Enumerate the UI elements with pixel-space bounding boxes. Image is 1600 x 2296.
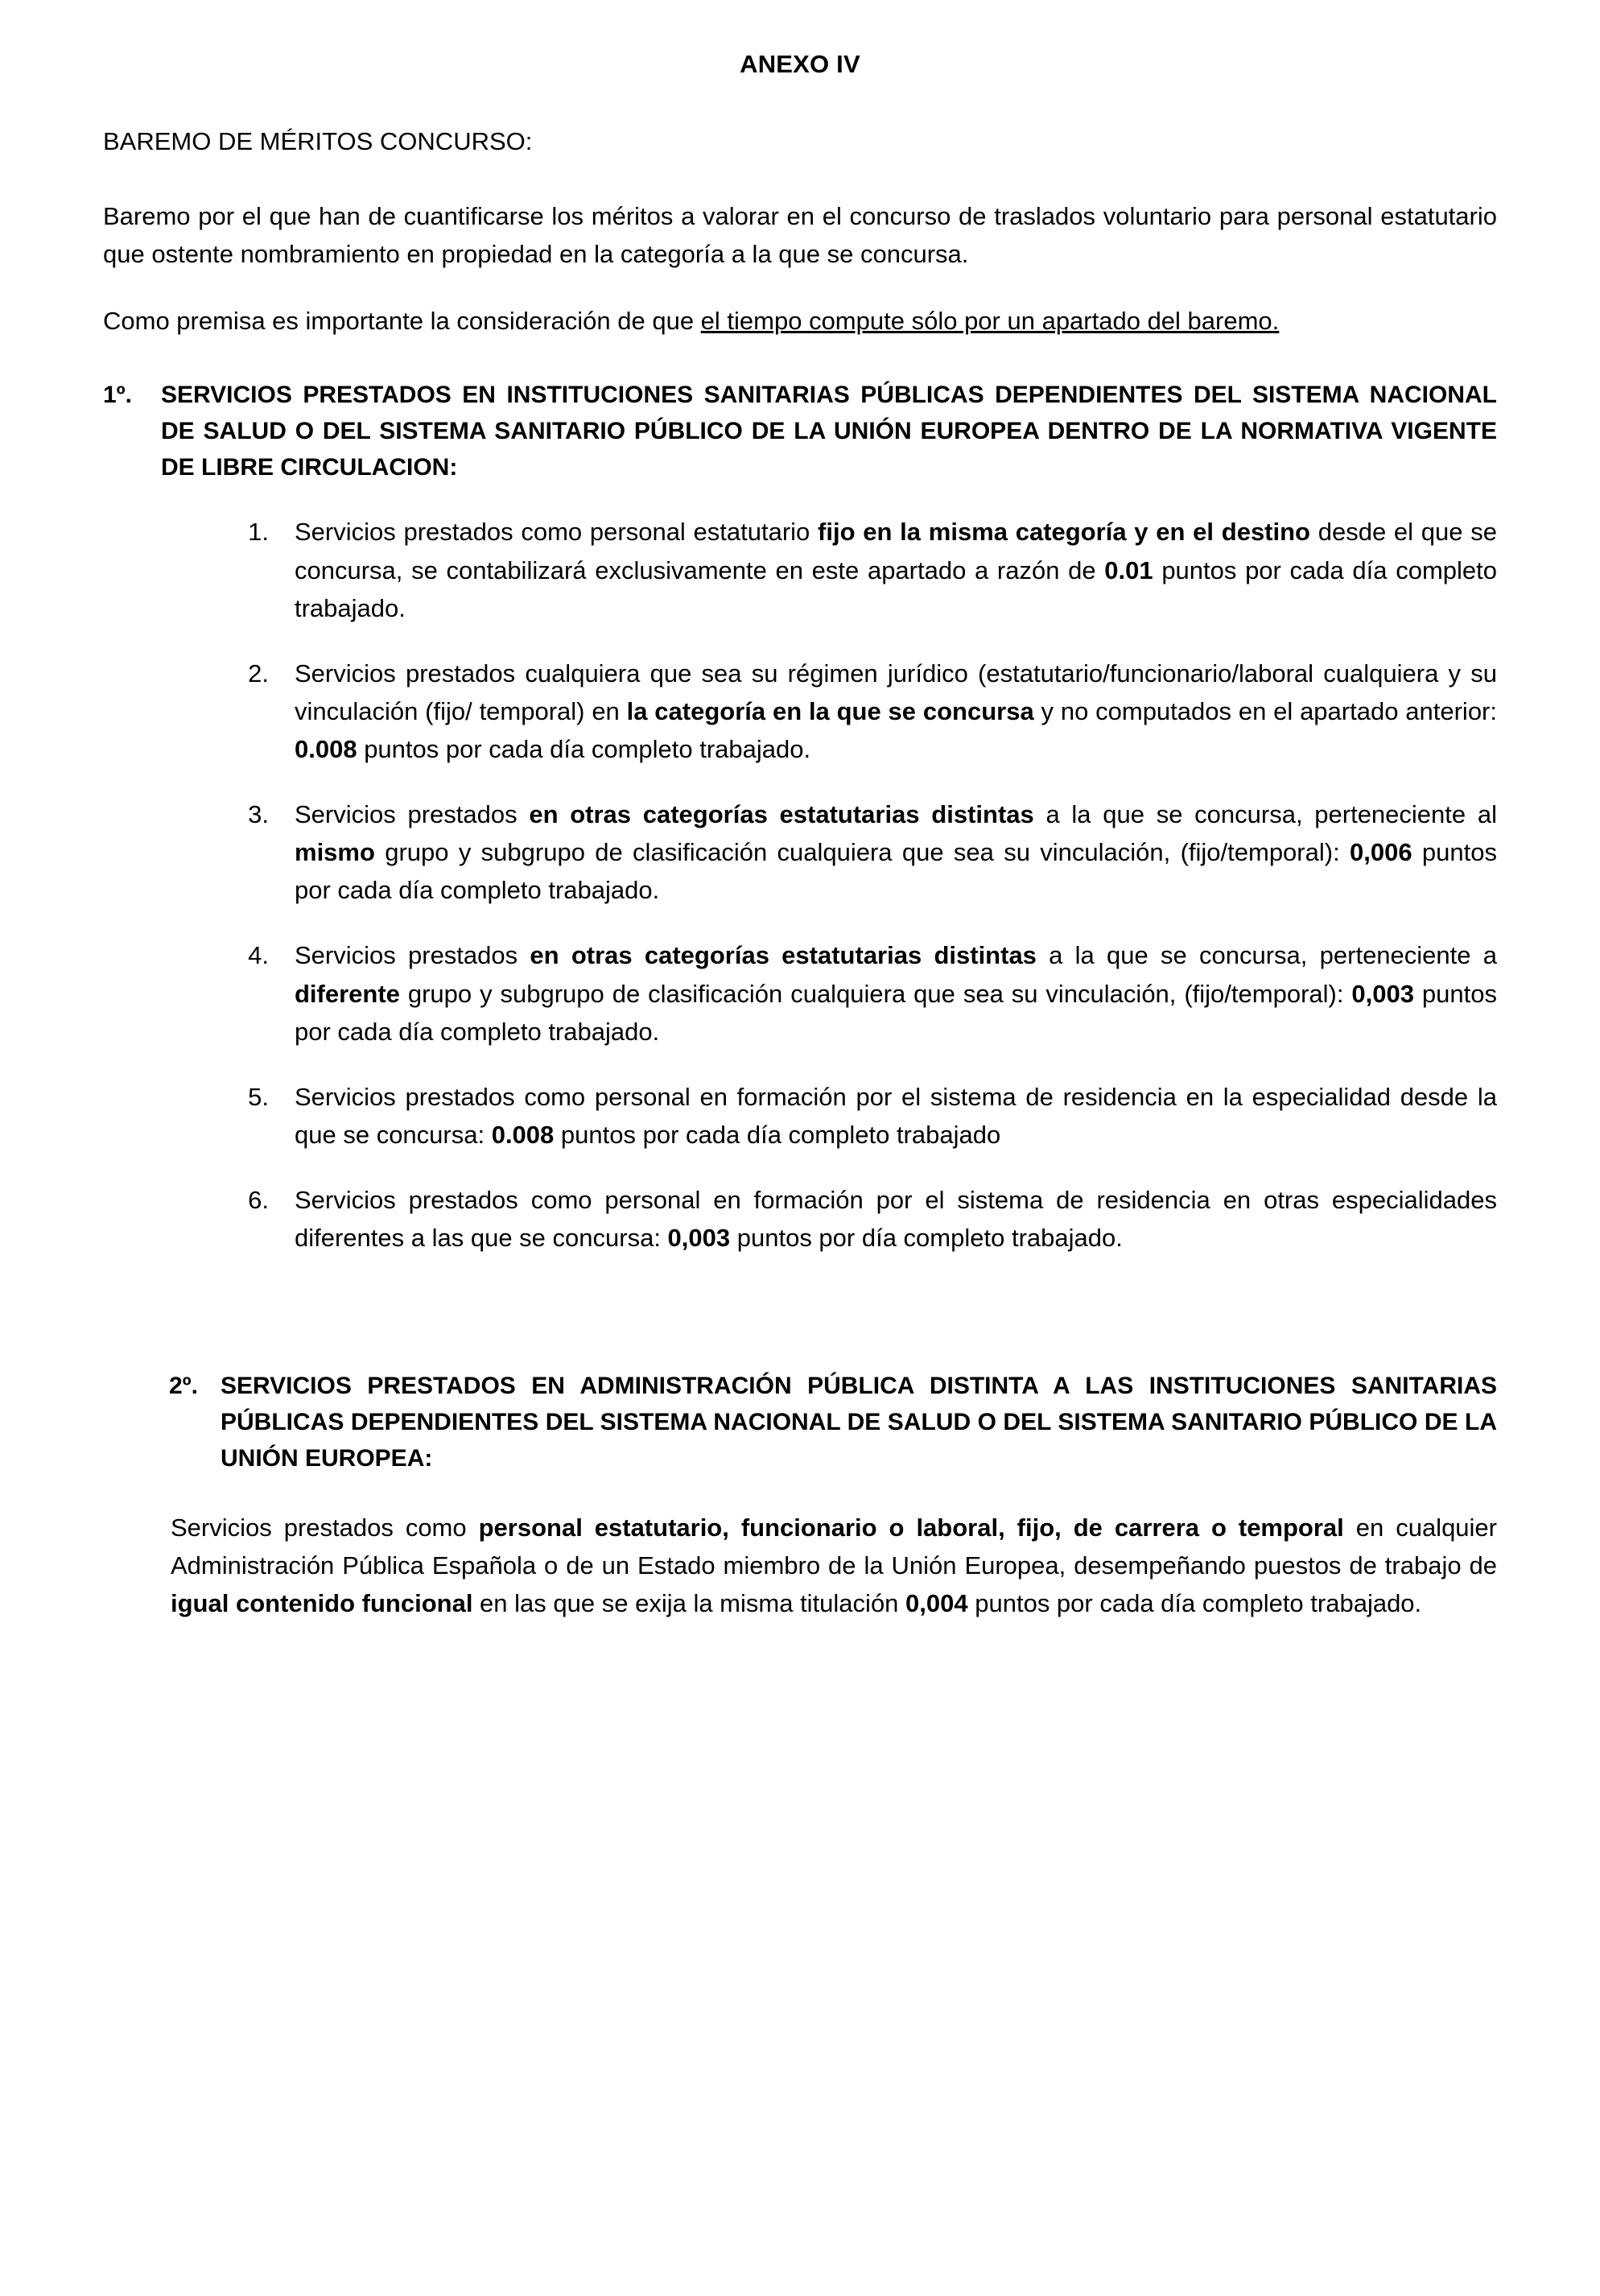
body-text: en cualquier Administración Pública Española o de un Estado miembro de la Unión Europea, desempeñando puestos de trabajo de [171, 1513, 1497, 1580]
emphasis-text: igual contenido funcional [171, 1589, 473, 1618]
body-text: puntos por cada día completo trabajado. [295, 979, 1497, 1046]
list-item-text [295, 513, 1497, 626]
body-text: a la que se concursa, perteneciente al [1033, 800, 1497, 829]
list-item [103, 1181, 1497, 1257]
emphasis-text: fijo en la misma categoría y en el destino [818, 518, 1310, 547]
list-item [103, 1078, 1497, 1154]
section-spacer [103, 1284, 1497, 1331]
body-text: puntos por cada día completo trabajado. [967, 1589, 1422, 1618]
section-1-items [103, 513, 1497, 1257]
emphasis-text: en otras categorías estatutarias distintas [530, 941, 1037, 970]
body-text: y no computados en el apartado anterior: [1033, 696, 1497, 725]
intro-paragraph: Baremo por el que han de cuantificarse los méritos a valorar en el concurso de traslados voluntario para personal estatutario que ostente nombramiento en propiedad en la categoría a la que se concursa. [103, 202, 1497, 269]
body-text: grupo y subgrupo de clasificación cualquiera que sea su vinculación, (fijo/temporal): [399, 979, 1352, 1008]
body-text: puntos por cada día completo trabajado. [357, 734, 811, 763]
document-subheading: BAREMO DE MÉRITOS CONCURSO: [103, 127, 533, 155]
body-text: Servicios prestados cualquiera que sea su régimen jurídico (estatutario/funcionario/laboral cualquiera y su vinculación (fijo/ temporal) en [295, 659, 1497, 725]
body-text: en las que se exija la misma titulación [472, 1589, 906, 1618]
premise-underlined-text: el tiempo compute sólo por un apartado del baremo. [700, 307, 1280, 336]
list-item-text [295, 795, 1497, 909]
list-item-text [295, 655, 1497, 768]
list-item-text [295, 936, 1497, 1050]
section-marker-1: 1º. [103, 382, 132, 409]
body-text: a la que se concursa, perteneciente a [1036, 941, 1497, 970]
section-marker-2: 2º. [169, 1373, 198, 1400]
emphasis-text: 0,003 [667, 1224, 731, 1253]
body-text: grupo y subgrupo de clasificación cualquiera que sea su vinculación, (fijo/temporal): [374, 838, 1351, 867]
body-text: puntos por cada día completo trabajado [554, 1120, 1001, 1149]
body-text: desde el que se concursa, se contabilizará exclusivamente en este apartado a razón de [295, 518, 1497, 584]
list-item-text [295, 1181, 1497, 1257]
premise-lead-text: Como premisa es importante la consideración de que [103, 307, 701, 336]
emphasis-text: 0,004 [905, 1589, 968, 1618]
section-heading-2 [169, 1368, 1497, 1476]
body-text: puntos por cada día completo trabajado. [295, 555, 1497, 622]
emphasis-text: 0.008 [295, 734, 357, 763]
body-text: puntos por día completo trabajado. [730, 1224, 1123, 1253]
emphasis-text: 0,003 [1351, 979, 1414, 1008]
list-item-number: 5. [248, 1082, 269, 1111]
emphasis-text: mismo [295, 838, 375, 867]
body-text: Servicios prestados [295, 941, 530, 970]
list-item-number: 6. [248, 1185, 269, 1214]
emphasis-text: en otras categorías estatutarias distintas [529, 800, 1034, 829]
list-item [103, 936, 1497, 1050]
list-item [103, 655, 1497, 768]
emphasis-text: diferente [295, 979, 400, 1008]
section-title-1: SERVICIOS PRESTADOS EN INSTITUCIONES SANITARIAS PÚBLICAS DEPENDIENTES DEL SISTEMA NACIONAL DE SALUD O DEL SISTEMA SANITARIO PÚBLICO DE LA UNIÓN EUROPEA DENTRO DE LA NORMATIVA VIGENTE DE LIBRE CIRCULACION: [161, 382, 1497, 481]
section-heading-1 [103, 377, 1497, 485]
list-item-number: 1. [248, 518, 269, 547]
body-text: Servicios prestados como personal estatutario [295, 518, 819, 547]
emphasis-text: personal estatutario, funcionario o laboral, fijo, de carrera o temporal [478, 1513, 1344, 1542]
section-title-2: SERVICIOS PRESTADOS EN ADMINISTRACIÓN PÚBLICA DISTINTA A LAS INSTITUCIONES SANITARIAS PÚBLICAS DEPENDIENTES DEL SISTEMA NACIONAL DE SALUD O DEL SISTEMA SANITARIO PÚBLICO DE LA UNIÓN EUROPEA: [221, 1373, 1497, 1472]
list-item-number: 3. [248, 800, 269, 829]
body-text: Servicios prestados como personal en formación por el sistema de residencia en otras especialidades diferentes a las que se concursa: [295, 1185, 1497, 1253]
list-item-text [295, 1078, 1497, 1154]
emphasis-text: 0.01 [1104, 555, 1153, 584]
page-title: ANEXO IV [740, 50, 860, 78]
body-text: Servicios prestados como personal en formación por el sistema de residencia en la especialidad desde la que se concursa: [295, 1082, 1497, 1149]
list-item [103, 795, 1497, 909]
list-item [103, 513, 1497, 626]
section-2-paragraph [171, 1509, 1497, 1622]
body-text: puntos por cada día completo trabajado. [295, 838, 1497, 905]
emphasis-text: 0.008 [491, 1120, 555, 1149]
list-item-number: 4. [248, 941, 269, 970]
emphasis-text: la categoría en la que se concursa [626, 696, 1034, 725]
premise-paragraph [103, 302, 1497, 340]
body-text: Servicios prestados [295, 800, 530, 829]
list-item-number: 2. [248, 659, 269, 688]
body-text: Servicios prestados como [171, 1513, 479, 1542]
emphasis-text: 0,006 [1350, 838, 1412, 867]
